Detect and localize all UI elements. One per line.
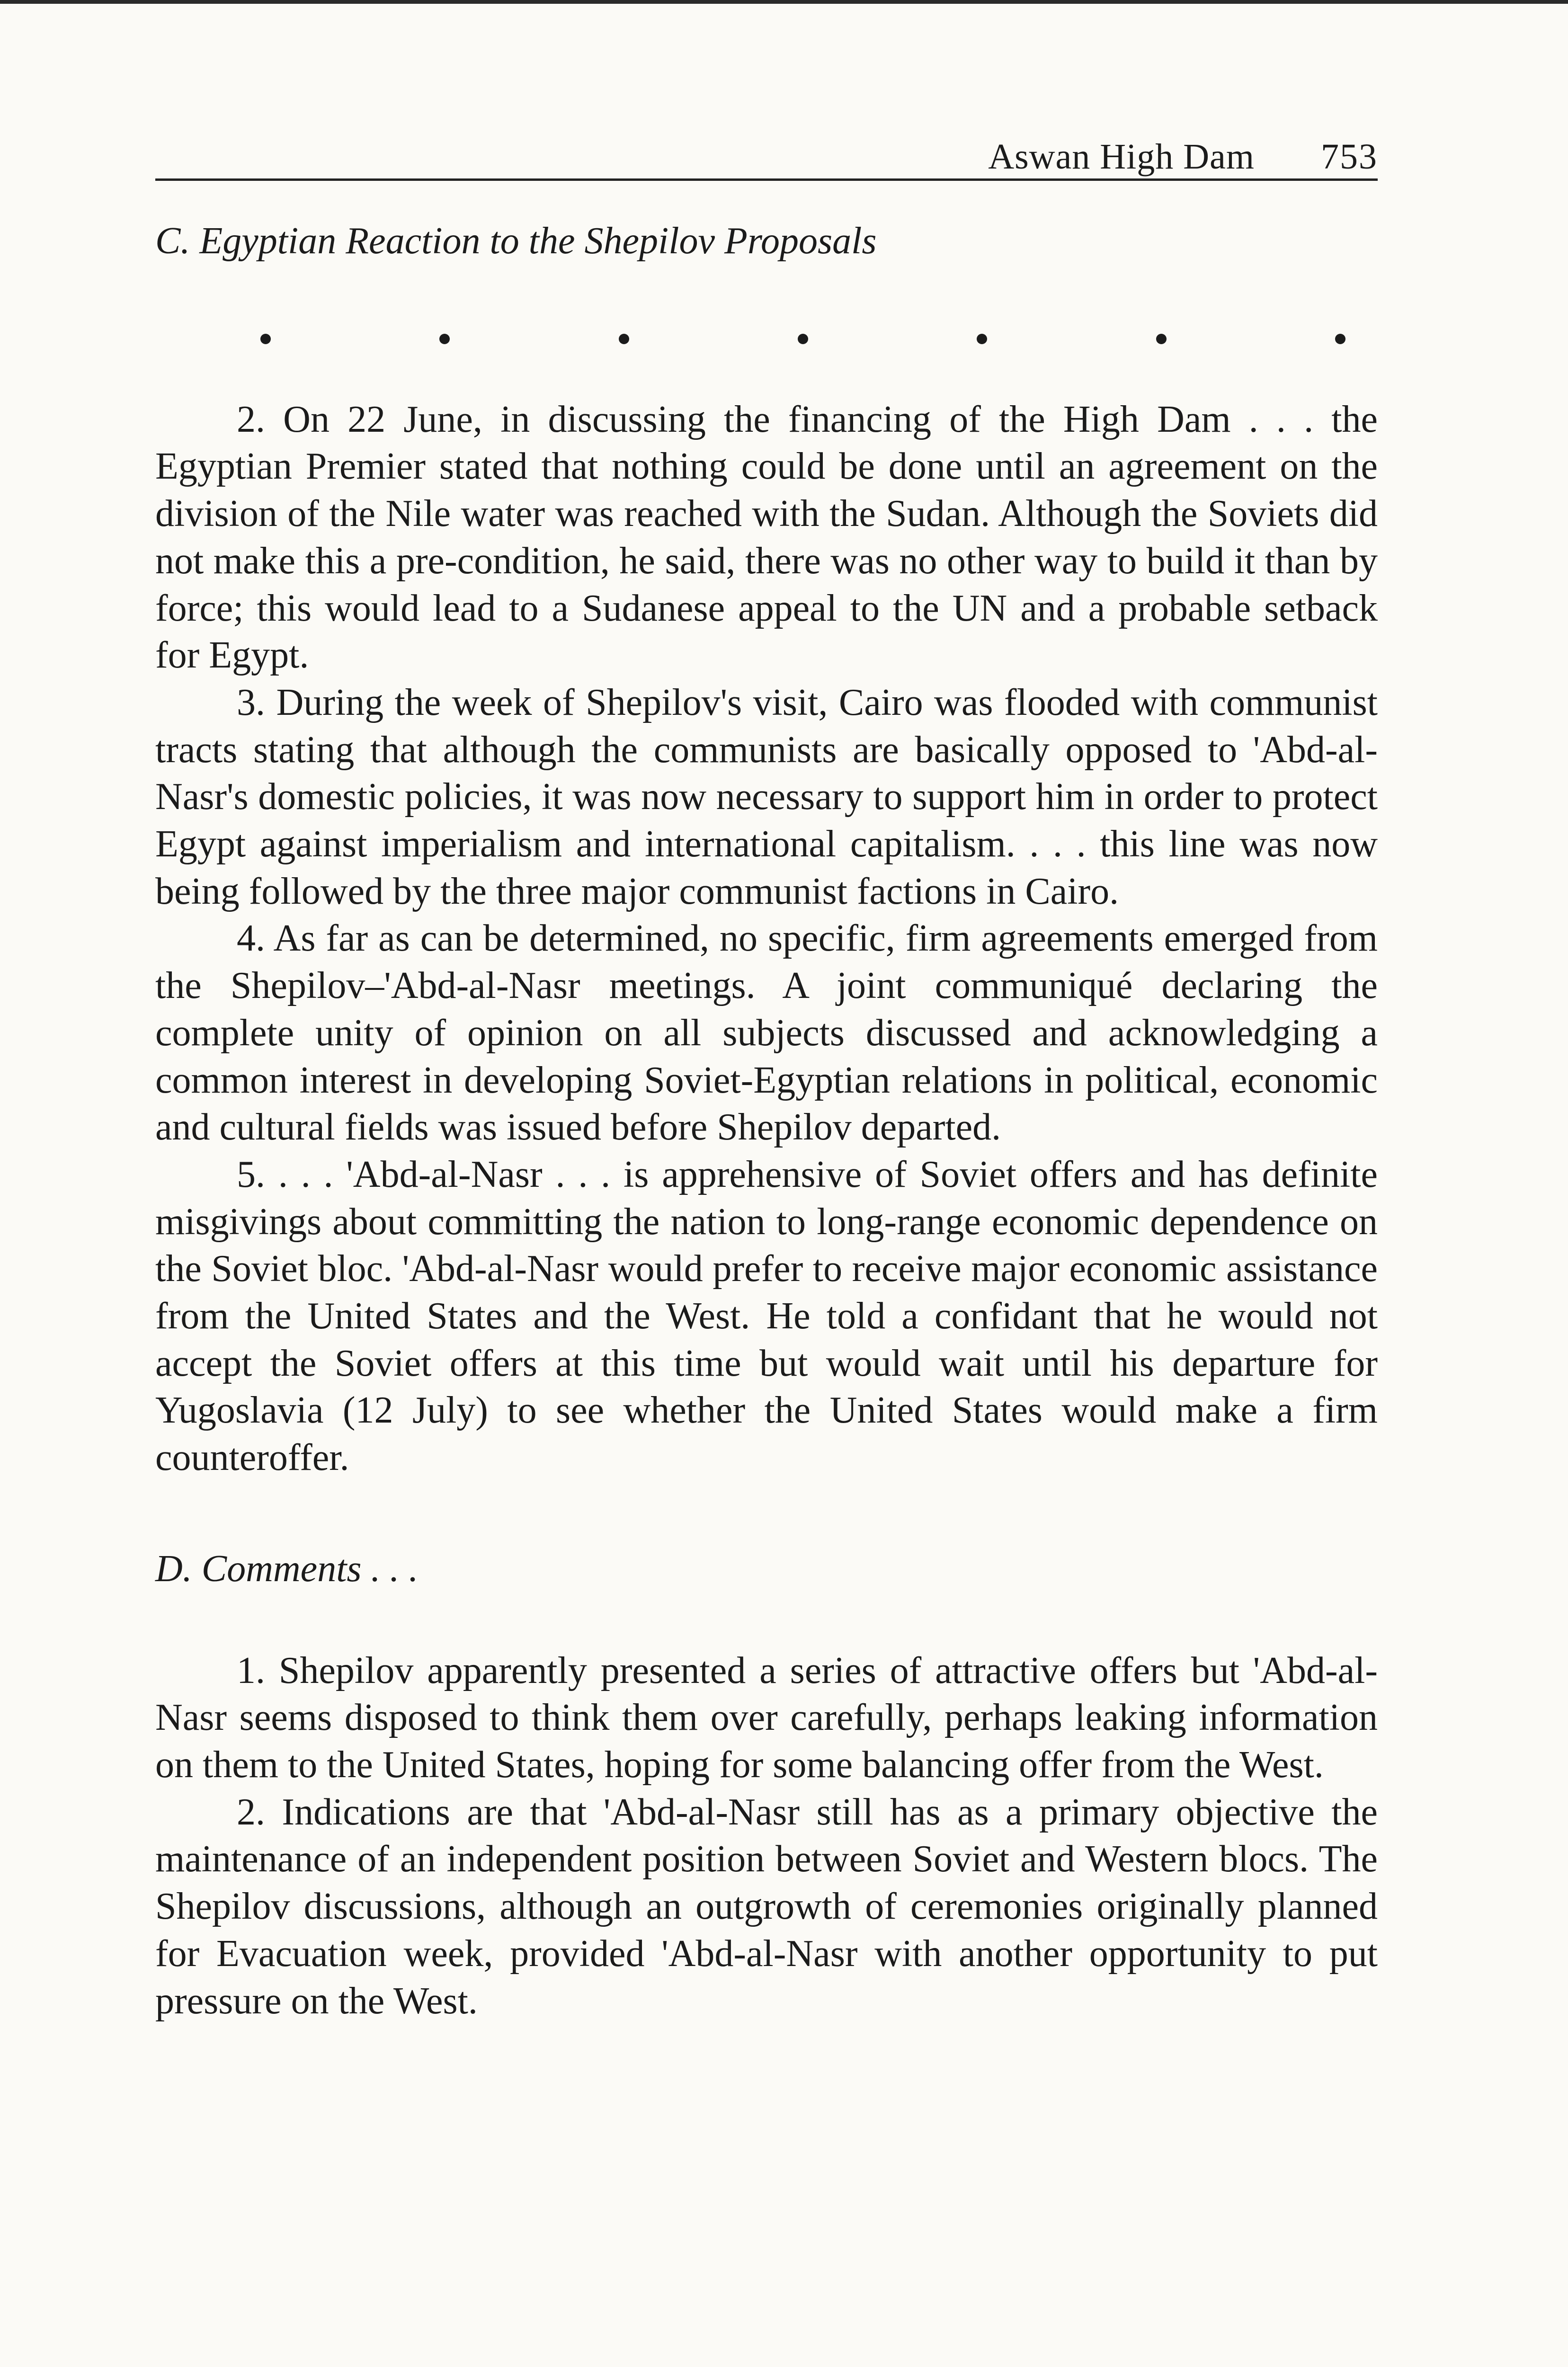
page-top-border: [0, 0, 1568, 4]
page-number: 753: [1321, 137, 1378, 177]
section-d-heading: D. Comments . . .: [155, 1548, 419, 1590]
omission-dot: [439, 334, 450, 344]
paragraph-c4: 4. As far as can be determined, no specific, firm agreements emerged from the Shepilov–'Abd-al-Nasr meetings. A joint communiqué declaring the complete unity of opinion on all subjects discussed and acknowledging a common interest in developing Soviet-Egyptian relations in political, economic and cultural fields was issued before Shepilov departed.: [155, 917, 1378, 1148]
section-c-heading: C. Egyptian Reaction to the Shepilov Proposals: [155, 220, 877, 262]
page-body: [155, 218, 1378, 2025]
paragraph-d1: 1. Shepilov apparently presented a series of attractive offers but 'Abd-al-Nasr seems disposed to think them over carefully, perhaps leaking information on them to the United States, hoping for some balancing offer from the West.: [155, 1649, 1378, 1786]
running-head-title: Aswan High Dam: [988, 137, 1255, 177]
paragraph-c2: 2. On 22 June, in discussing the financing of the High Dam . . . the Egyptian Premier stated that nothing could be done until an agreement on the division of the Nile water was reached with the Sudan. Although the Soviets did not make this a pre-condition, he said, there was no other way to build it than by force; this would lead to a Sudanese appeal to the UN and a probable setback for Egypt.: [155, 398, 1378, 676]
omission-dots: [155, 334, 1378, 344]
running-head: [155, 135, 1378, 181]
omission-dot: [1335, 334, 1345, 344]
omission-dot: [1156, 334, 1167, 344]
omission-dot: [798, 334, 808, 344]
omission-dot: [977, 334, 987, 344]
omission-dot: [260, 334, 271, 344]
omission-dot: [619, 334, 629, 344]
paragraph-d2: 2. Indications are that 'Abd-al-Nasr still has as a primary objective the maintenance of an independent position between Soviet and Western blocs. The Shepilov discussions, although an outgrowth of ceremonies originally planned for Evacuation week, provided 'Abd-al-Nasr with another opportunity to put pressure on the West.: [155, 1791, 1378, 2022]
paragraph-c3: 3. During the week of Shepilov's visit, Cairo was flooded with communist tracts stating that although the communists are basically opposed to 'Abd-al-Nasr's domestic policies, it was now necessary to support him in order to protect Egypt against imperialism and international capitalism. . . . this line was now being followed by the three major communist factions in Cairo.: [155, 681, 1378, 912]
paragraph-c5: 5. . . . 'Abd-al-Nasr . . . is apprehensive of Soviet offers and has definite misgivings about committing the nation to long-range economic dependence on the Soviet bloc. 'Abd-al-Nasr would prefer to receive major economic assistance from the United States and the West. He told a confidant that he would not accept the Soviet offers at this time but would wait until his departure for Yugoslavia (12 July) to see whether the United States would make a firm counteroffer.: [155, 1153, 1378, 1479]
